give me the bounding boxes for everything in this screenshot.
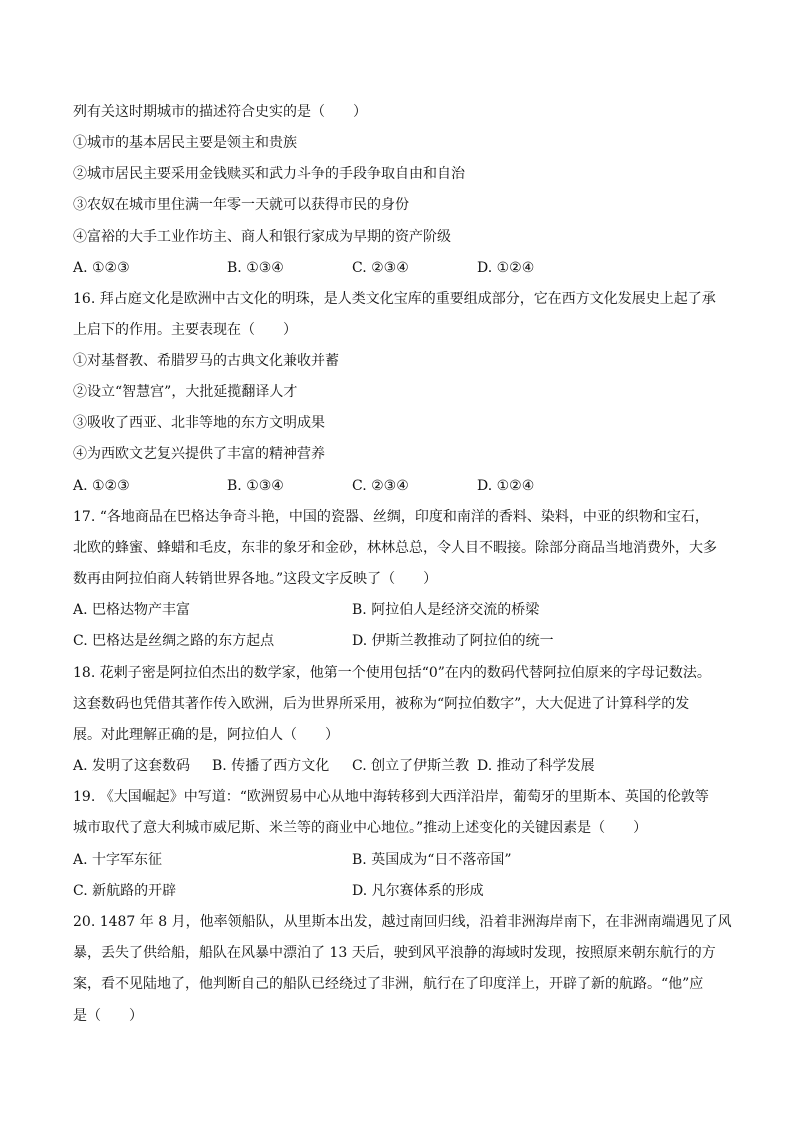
q16-item-4: ④为西欧文艺复兴提供了丰富的精神营养 — [73, 446, 325, 462]
q17-option-b[interactable]: B. 阿拉伯人是经济交流的桥梁 — [352, 602, 540, 618]
q20-stem-line-3: 案，看不见陆地了，他判断自己的船队已经绕过了非洲，航行在了印度洋上，开辟了新的航路。“他”应 — [73, 976, 704, 992]
q20-stem-line-4: 是（ ） — [73, 1008, 143, 1024]
q18-option-d[interactable]: D. 推动了科学发展 — [477, 758, 595, 774]
q19-stem-line-2: 城市取代了意大利城市威尼斯、米兰等的商业中心地位。”推动上述变化的关键因素是（ ） — [73, 820, 648, 836]
q15-option-d[interactable]: D. ①②④ — [477, 260, 535, 276]
q18-stem-line-3: 展。对此理解正确的是，阿拉伯人（ ） — [73, 727, 339, 743]
q18-option-a[interactable]: A. 发明了这套数码 — [73, 758, 191, 774]
q15-item-2: ②城市居民主要采用金钱赎买和武力斗争的手段争取自由和自治 — [73, 166, 465, 182]
q16-option-a[interactable]: A. ①②③ — [73, 478, 130, 494]
q18-option-b[interactable]: B. 传播了西方文化 — [212, 758, 330, 774]
q16-item-2: ②设立“智慧宫”，大批延揽翻译人才 — [73, 384, 298, 400]
q18-stem-line-1: 18. 花剌子密是阿拉伯杰出的数学家，他第一个使用包括“0”在内的数码代替阿拉伯原来的字母记数法。 — [73, 665, 711, 681]
q20-stem-line-1: 20. 1487 年 8 月，他率领船队，从里斯本出发，越过南回归线，沿着非洲海岸南下，在非洲南端遇见了风 — [73, 914, 732, 930]
q19-option-a[interactable]: A. 十字军东征 — [73, 852, 163, 868]
q17-option-c[interactable]: C. 巴格达是丝绸之路的东方起点 — [73, 633, 275, 649]
q15-item-4: ④富裕的大手工业作坊主、商人和银行家成为早期的资产阶级 — [73, 229, 451, 245]
q19-option-c[interactable]: C. 新航路的开辟 — [73, 883, 177, 899]
q16-item-1: ①对基督教、希腊罗马的古典文化兼收并蓄 — [73, 353, 339, 369]
q16-item-3: ③吸收了西亚、北非等地的东方文明成果 — [73, 415, 325, 431]
q16-option-c[interactable]: C. ②③④ — [352, 478, 409, 494]
q15-option-c[interactable]: C. ②③④ — [352, 260, 409, 276]
q15-stem-tail: 列有关这时期城市的描述符合史实的是（ ） — [73, 104, 367, 120]
q19-option-d[interactable]: D. 凡尔赛体系的形成 — [352, 883, 484, 899]
q16-option-b[interactable]: B. ①③④ — [227, 478, 284, 494]
q16-stem-line-2: 上启下的作用。主要表现在（ ） — [73, 322, 297, 338]
q18-stem-line-2: 这套数码也凭借其著作传入欧洲，后为世界所采用，被称为“阿拉伯数字”，大大促进了计算科学的发 — [73, 696, 690, 712]
q15-item-3: ③农奴在城市里住满一年零一天就可以获得市民的身份 — [73, 197, 409, 213]
q17-stem-line-1: 17. “各地商品在巴格达争奇斗艳，中国的瓷器、丝绸，印度和南洋的香料、染料，中亚的织物和宝石， — [73, 509, 709, 525]
q15-item-1: ①城市的基本居民主要是领主和贵族 — [73, 135, 297, 151]
q17-stem-line-3: 数再由阿拉伯商人转销世界各地。”这段文字反映了（ ） — [73, 571, 438, 587]
q17-stem-line-2: 北欧的蜂蜜、蜂蜡和毛皮，东非的象牙和金砂，林林总总，令人目不暇接。除部分商品当地消费外，大多 — [73, 540, 717, 556]
q15-option-b[interactable]: B. ①③④ — [227, 260, 284, 276]
q15-option-a[interactable]: A. ①②③ — [73, 260, 130, 276]
q17-option-a[interactable]: A. 巴格达物产丰富 — [73, 602, 191, 618]
q17-option-d[interactable]: D. 伊斯兰教推动了阿拉伯的统一 — [352, 633, 554, 649]
q16-option-d[interactable]: D. ①②④ — [477, 478, 535, 494]
q20-stem-line-2: 暴，丢失了供给船，船队在风暴中漂泊了 13 天后，驶到风平浪静的海域时发现，按照原来朝东航行的方 — [73, 945, 716, 961]
q19-option-b[interactable]: B. 英国成为“日不落帝国” — [352, 852, 512, 868]
q16-stem-line-1: 16. 拜占庭文化是欧洲中古文化的明珠，是人类文化宝库的重要组成部分，它在西方文化发展史上起了承 — [73, 291, 716, 307]
q19-stem-line-1: 19. 《大国崛起》中写道：“欧洲贸易中心从地中海转移到大西洋沿岸，葡萄牙的里斯本、英国的伦敦等 — [73, 789, 709, 805]
q18-option-c[interactable]: C. 创立了伊斯兰教 — [352, 758, 470, 774]
